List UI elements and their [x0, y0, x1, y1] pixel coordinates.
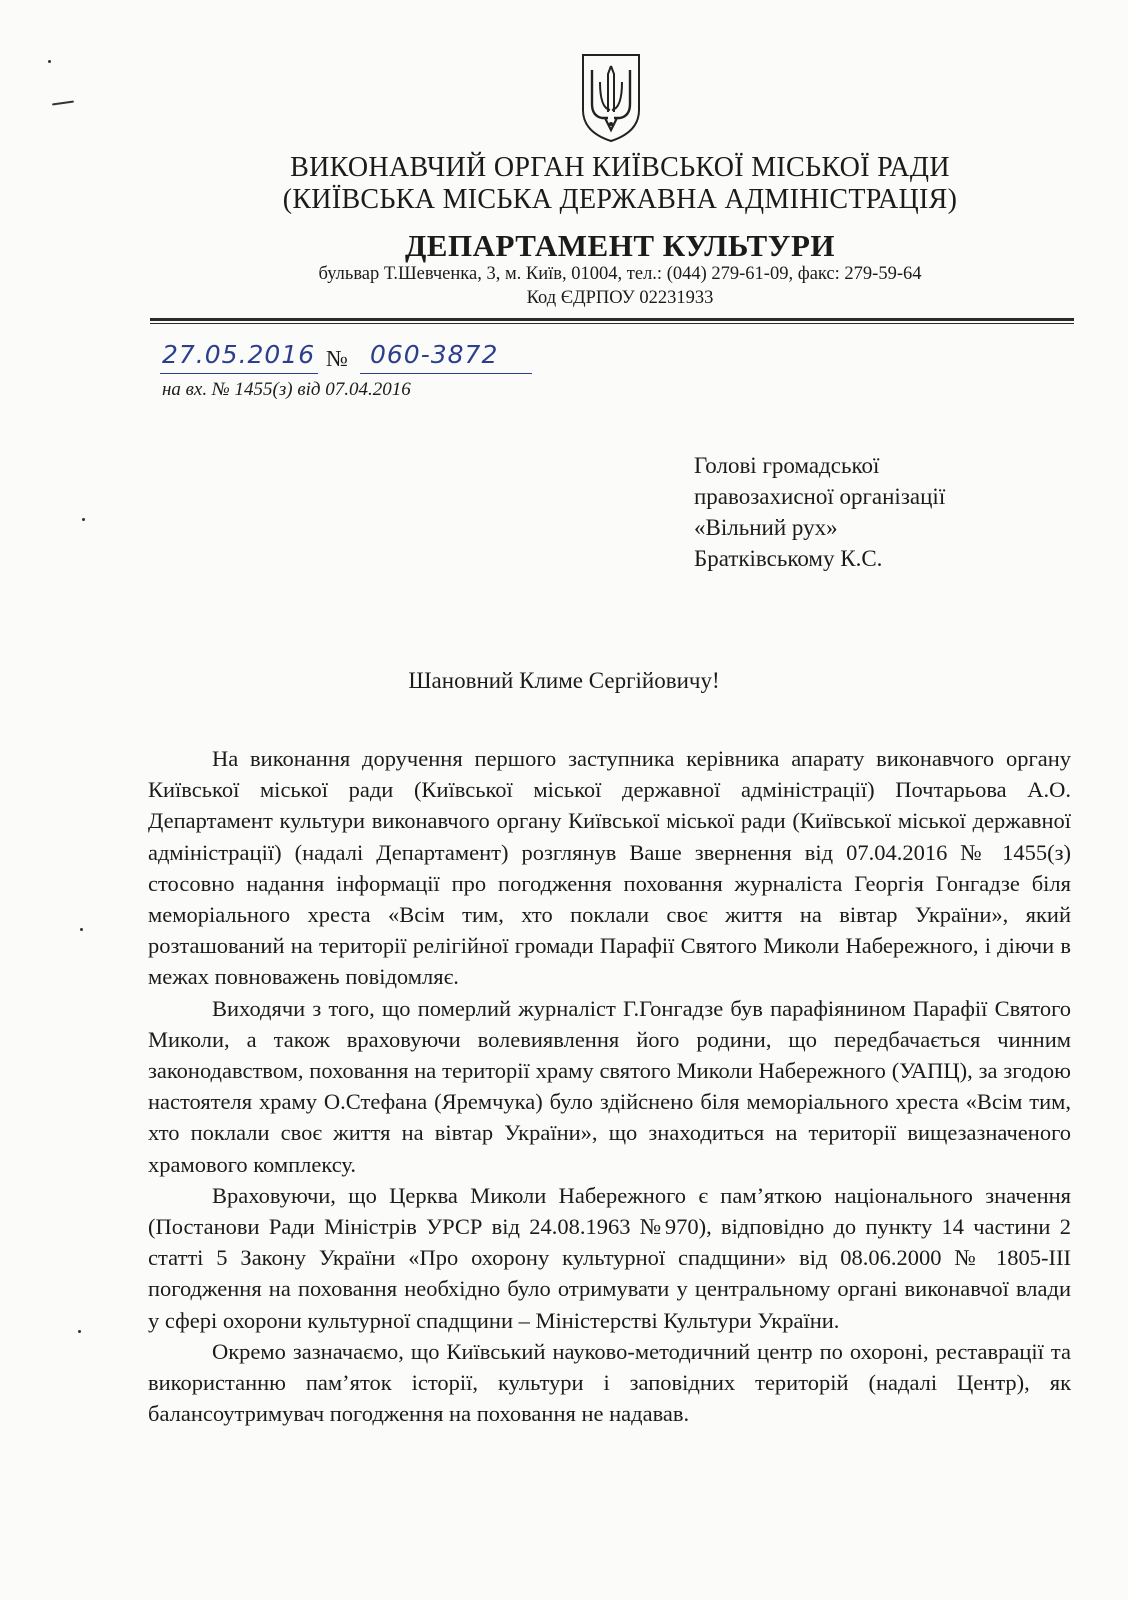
addressee-line: Голові громадської — [694, 453, 880, 478]
letter-body — [148, 743, 1071, 1429]
body-paragraph: На виконання доручення першого заступника керівника апарату виконавчого органу Київської міської ради (Київської міської державної адміністрації) Почтарьова А.О. Департамент культури виконавчого органу Київської міської ради (Київської міської державної адміністрації) (надалі Департамент) розглянув Ваше звернення від 07.04.2016 № 1455(з) стосовно надання інформації про погодження поховання журналіста Георгія Гонгадзе біля меморіального хреста «Всім тим, хто поклали своє життя на вівтар України», який розташований на території релігійної громади Парафії Святого Миколи Набережного, і діючи в межах повноважень повідомляє. — [148, 746, 1071, 990]
department-title: ДЕПАРТАМЕНТ КУЛЬТУРИ — [404, 228, 836, 263]
scan-speck — [52, 100, 74, 105]
department-edrpou: Код ЄДРПОУ 02231933 — [526, 288, 714, 308]
header-rule-thin — [150, 323, 1074, 324]
addressee-line: правозахисної організації — [694, 484, 946, 509]
registration-date: 27.05.2016 — [162, 340, 316, 369]
addressee-block — [694, 450, 1054, 574]
addressee-line: Братківському К.С. — [694, 546, 883, 571]
registration-number: 060-3872 — [370, 340, 499, 369]
org-name-line2: (КИЇВСЬКА МІСЬКА ДЕРЖАВНА АДМІНІСТРАЦІЯ) — [282, 184, 958, 215]
registration-date-underline — [160, 373, 318, 374]
coat-of-arms-icon — [580, 52, 642, 144]
incoming-reference: на вх. № 1455(з) від 07.04.2016 — [162, 379, 411, 400]
addressee-line: «Вільний рух» — [694, 515, 838, 540]
body-paragraph: Враховуючи, що Церква Миколи Набережного є пам’яткою національного значення (Постанови Ради Міністрів УРСР від 24.08.1963 №970), відповідно до пункту 14 частини 2 статті 5 Закону України «Про охорону культурної спадщини» від 08.06.2000 № 1805-ІІІ погодження на поховання необхідно було отримувати у центральному органі виконавчої влади у сфері охорони культурної спадщини – Міністерстві Культури України. — [148, 1182, 1071, 1333]
salutation: Шановний Климе Сергійовичу! — [408, 668, 720, 693]
body-paragraph: Виходячи з того, що померлий журналіст Г.Гонгадзе був парафіянином Парафії Святого Миколи, а також враховуючи волевиявлення його родини, що передбачається чинним законодавством, поховання на території храму святого Миколи Набережного (УАПЦ), за згодою настоятеля храму О.Стефана (Яремчука) було здійснено біля меморіального хреста «Всім тим, хто поклали своє життя на вівтар України», що знаходиться на території вищезазначеного храмового комплексу. — [148, 995, 1071, 1177]
scan-speck — [48, 60, 51, 63]
scan-speck — [78, 1330, 81, 1333]
org-name-line1: ВИКОНАВЧИЙ ОРГАН КИЇВСЬКОЇ МІСЬКОЇ РАДИ — [290, 152, 950, 183]
scan-speck — [82, 518, 85, 521]
header-rule-thick — [150, 318, 1074, 321]
registration-number-sign: № — [326, 346, 348, 371]
scan-speck — [80, 928, 83, 931]
registration-number-underline — [360, 373, 532, 374]
department-address: бульвар Т.Шевченка, 3, м. Київ, 01004, тел.: (044) 279-61-09, факс: 279-59-64 — [318, 264, 922, 284]
body-paragraph: Окремо зазначаємо, що Київський науково-методичний центр по охороні, реставрації та використанню пам’яток історії, культури і заповідних територій (надалі Центр), як балансоутримувач погодження на поховання не надавав. — [148, 1338, 1071, 1427]
